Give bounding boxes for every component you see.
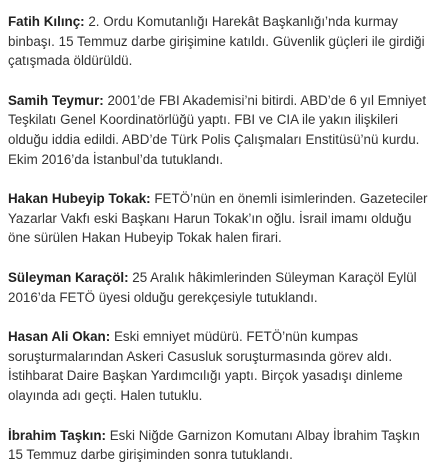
person-description: 2001’de FBI Akademisi’ni bitirdi. ABD’de 6 yıl Emniyet Teşkilatı Genel Koordinatörlüğü yaptı. FBI ve CIA ile yakın ilişkileri olduğu iddia edildi. ABD’de Türk Polis Çalışmaları Enstitüsü’nü kurdu. Ekim 2016’da İstanbul’da tutuklandı. xyxy=(8,92,427,167)
person-description: FETÖ’nün en önemli isimlerinden. Gazeteciler Yazarlar Vakfı eski Başkanı Harun Tokak’ın oğlu. İsrail imamı olduğu öne sürülen Hakan Hubeyip Tokak halen firari. xyxy=(8,191,428,246)
person-name: Hakan Hubeyip Tokak: xyxy=(8,191,151,207)
person-name: Fatih Kılınç: xyxy=(8,14,85,29)
person-name: İbrahim Taşkın: xyxy=(8,427,106,443)
person-description: 2. Ordu Komutanlığı Harekât Başkanlığı’nda kurmay binbaşı. 15 Temmuz darbe girişimine katıldı. Güvenlik güçleri ile girdiği çatışmada öldürüldü. xyxy=(8,14,425,69)
person-entry-hasan-ali-okan xyxy=(8,327,435,405)
person-entry-ibrahim-taskin xyxy=(8,426,435,465)
person-description: Eski emniyet müdürü. FETÖ’nün kumpas soruşturmalarından Askeri Casusluk soruşturmasında görev aldı. İstihbarat Daire Başkan Yardımcılığı yaptı. Birçok yasadışı dinleme olayında adı geçti. Halen tutuklu. xyxy=(8,329,403,403)
person-description: 25 Aralık hâkimlerinden Süleyman Karaçöl Eylül 2016’da FETÖ üyesi olduğu gerekçesiyle tutuklandı. xyxy=(8,269,417,305)
person-entry-suleyman-karacol xyxy=(8,268,435,307)
person-entry-samih-teymur xyxy=(8,91,435,169)
person-name: Hasan Ali Okan: xyxy=(8,329,111,345)
person-entry-hakan-hubeyip-tokak xyxy=(8,189,435,248)
person-name: Samih Teymur: xyxy=(8,92,104,108)
person-description: Eski Niğde Garnizon Komutanı Albay İbrahim Taşkın 15 Temmuz darbe girişiminden sonra tutuklandı. xyxy=(8,427,420,463)
person-name: Süleyman Karaçöl: xyxy=(8,269,129,285)
person-entry-fatih-kilinc xyxy=(8,12,435,71)
